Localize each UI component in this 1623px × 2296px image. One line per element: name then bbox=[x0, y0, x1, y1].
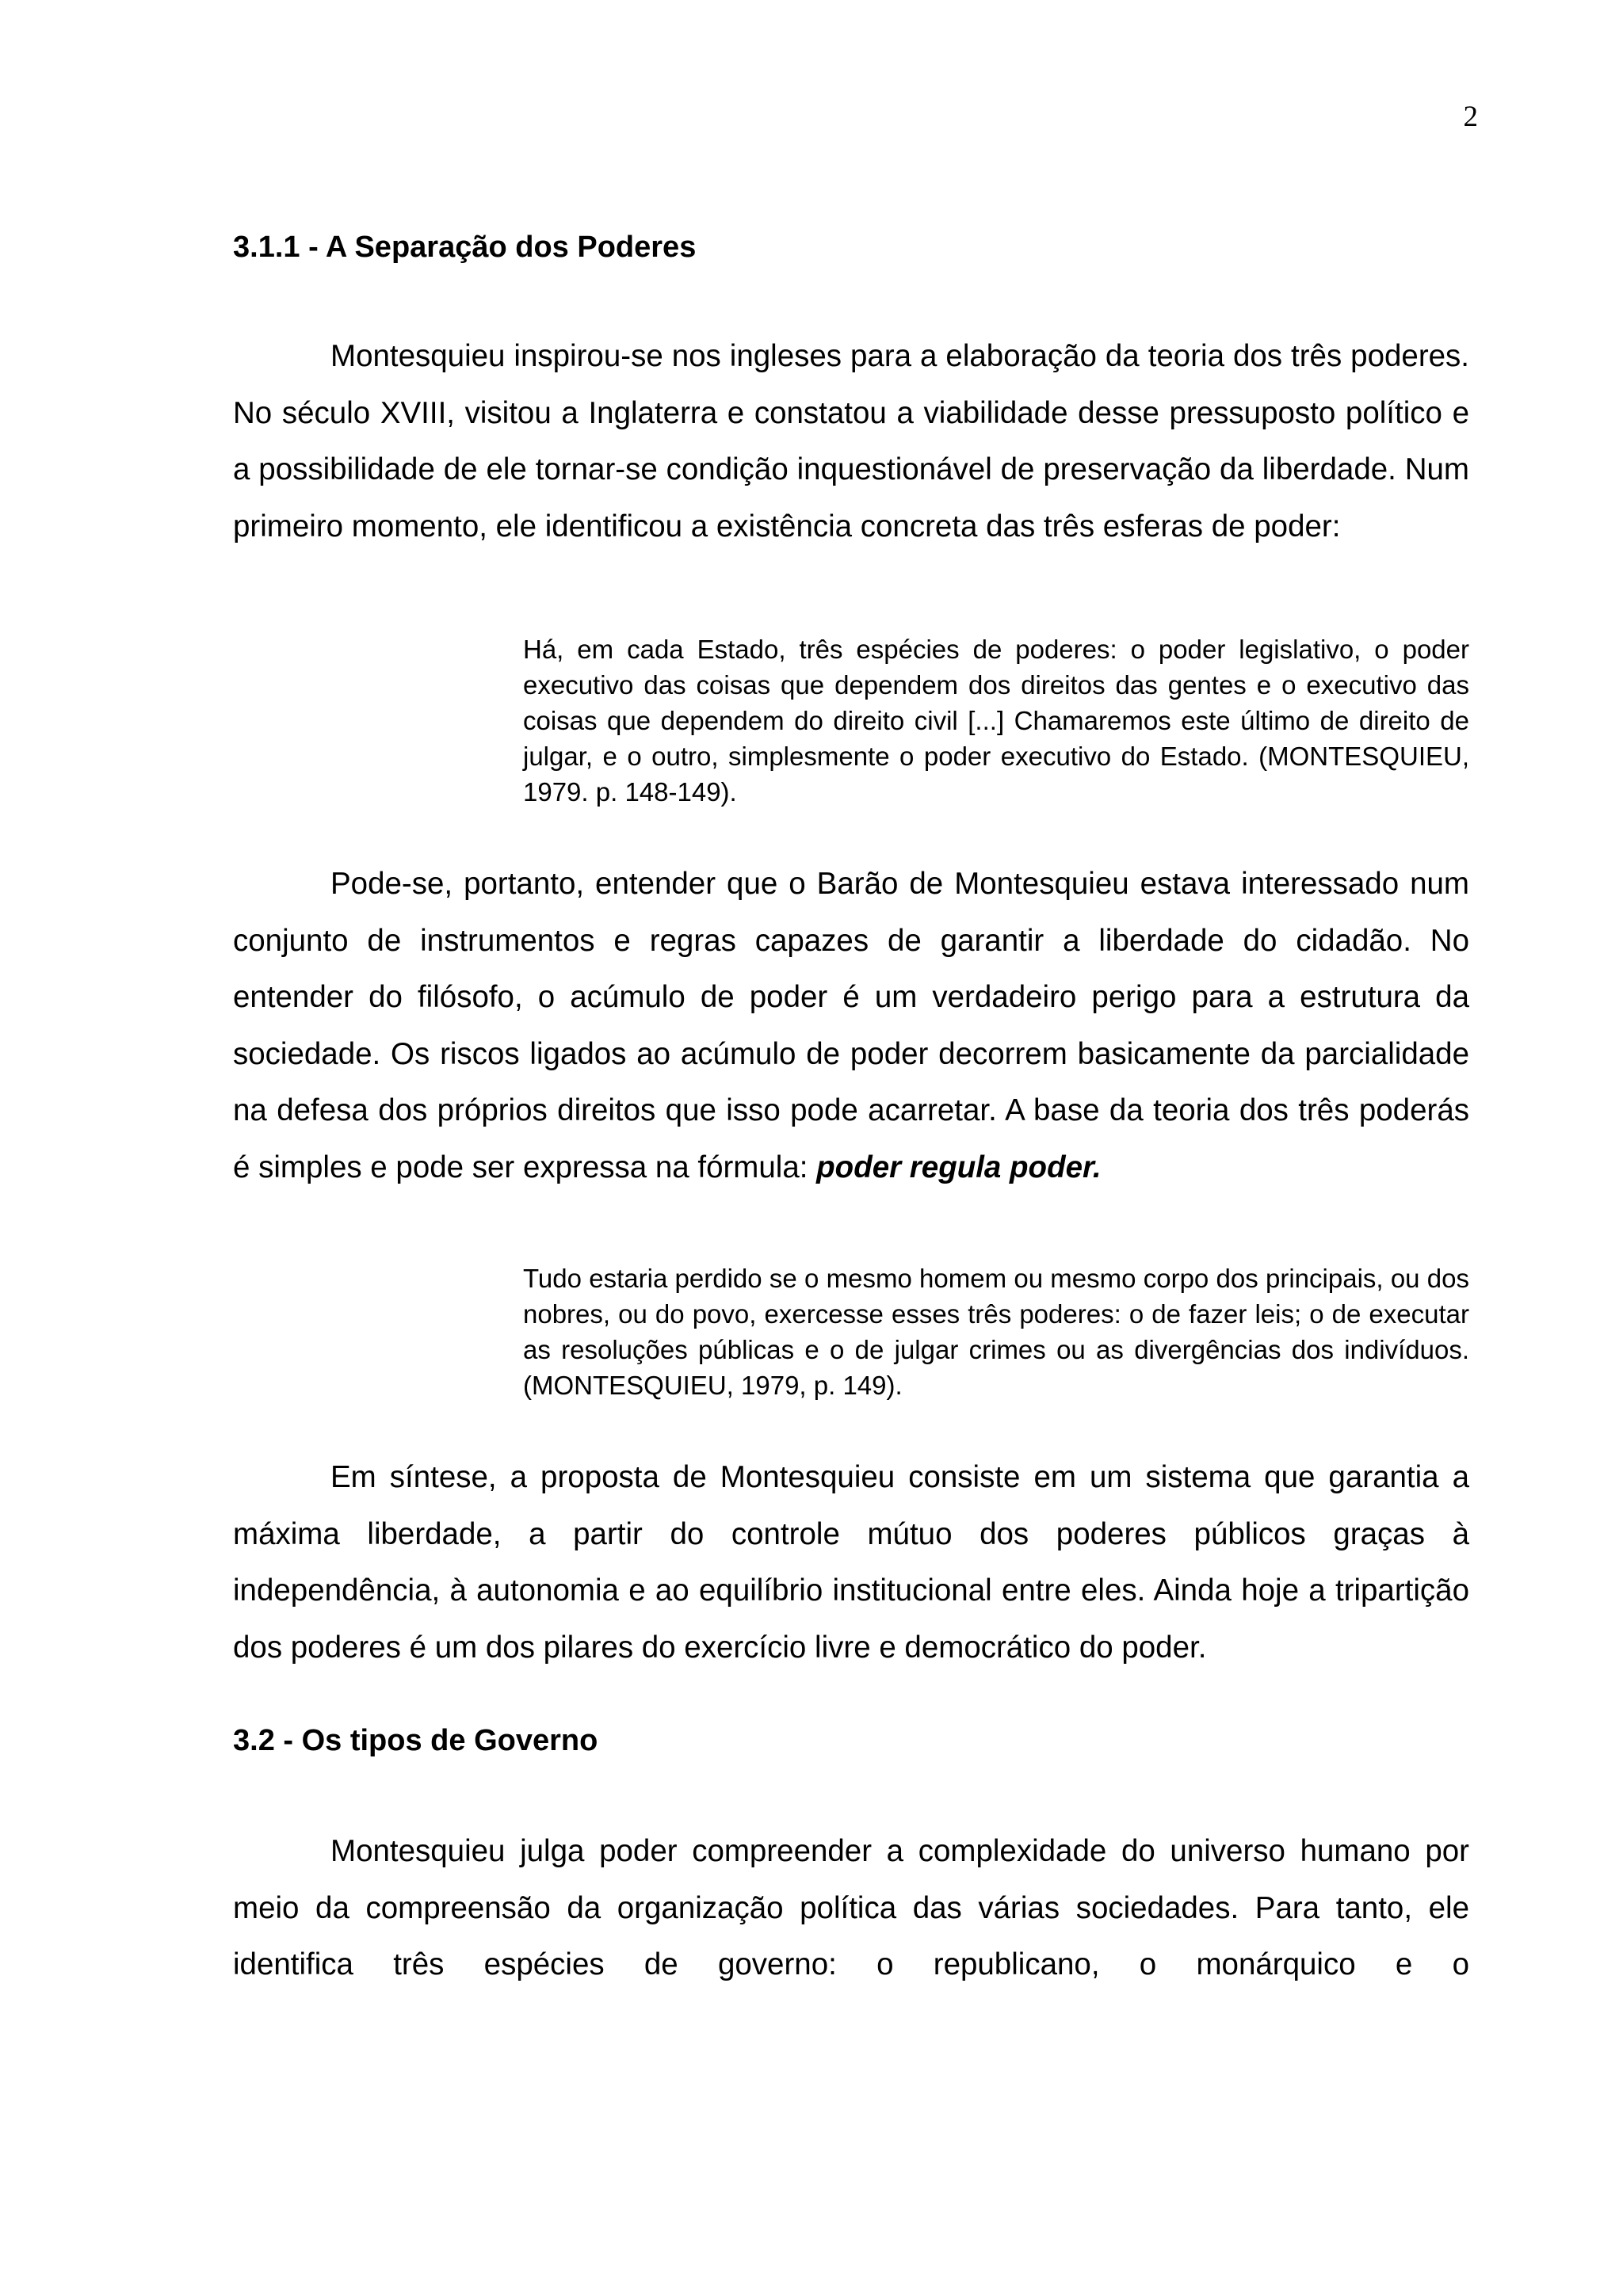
block-quote-1: Há, em cada Estado, três espécies de poderes: o poder legislativo, o poder executivo das coisas que dependem dos direitos das gentes e o executivo das coisas que dependem do direito civil [...] Chamaremos este último de direito de julgar, e o outro, simplesmente o poder executivo do Estado. (MONTESQUIEU, 1979. p. 148-149). bbox=[523, 635, 1469, 807]
page-number: 2 bbox=[1463, 101, 1478, 133]
document-body bbox=[233, 228, 1469, 1993]
body-paragraph-3: Em síntese, a proposta de Montesquieu consiste em um sistema que garantia a máxima liberdade, a partir do controle mútuo dos poderes públicos graças à independência, à autonomia e ao equilíbrio institucional entre eles. Ainda hoje a tripartição dos poderes é um dos pilares do exercício livre e democrático do poder. bbox=[233, 1460, 1469, 1665]
body-paragraph-2 bbox=[233, 856, 1469, 1196]
body-paragraph-1: Montesquieu inspirou-se nos ingleses para a elaboração da teoria dos três poderes. No século XVIII, visitou a Inglaterra e constatou a viabilidade desse pressuposto político e a possibilidade de ele tornar-se condição inquestionável de preservação da liberdade. Num primeiro momento, ele identificou a existência concreta das três esferas de poder: bbox=[233, 339, 1469, 543]
paragraph-2-text: Pode-se, portanto, entender que o Barão de Montesquieu estava interessado num conjunto de instrumentos e regras capazes de garantir a liberdade do cidadão. No entender do filósofo, o acúmulo de poder é um verdadeiro perigo para a estrutura da sociedade. Os riscos ligados ao acúmulo de poder decorrem basicamente da parcialidade na defesa dos próprios direitos que isso pode acarretar. A base da teoria dos três poderás é simples e pode ser expressa na fórmula: bbox=[233, 867, 1469, 1184]
section-heading-separacao-poderes: 3.1.1 - A Separação dos Poderes bbox=[233, 231, 697, 264]
body-paragraph-4: Montesquieu julga poder compreender a complexidade do universo humano por meio da compreensão da organização política das várias sociedades. Para tanto, ele identifica três espécies de governo: o republicano, o monárquico e o bbox=[233, 1834, 1469, 1981]
paragraph-2-emphasis: poder regula poder. bbox=[816, 1150, 1102, 1184]
block-quote-2: Tudo estaria perdido se o mesmo homem ou mesmo corpo dos principais, ou dos nobres, ou do povo, exercesse esses três poderes: o de fazer leis; o de executar as resoluções públicas e o de julgar crimes ou as divergências dos indivíduos. (MONTESQUIEU, 1979, p. 149). bbox=[523, 1264, 1469, 1400]
section-heading-tipos-governo: 3.2 - Os tipos de Governo bbox=[233, 1724, 598, 1757]
